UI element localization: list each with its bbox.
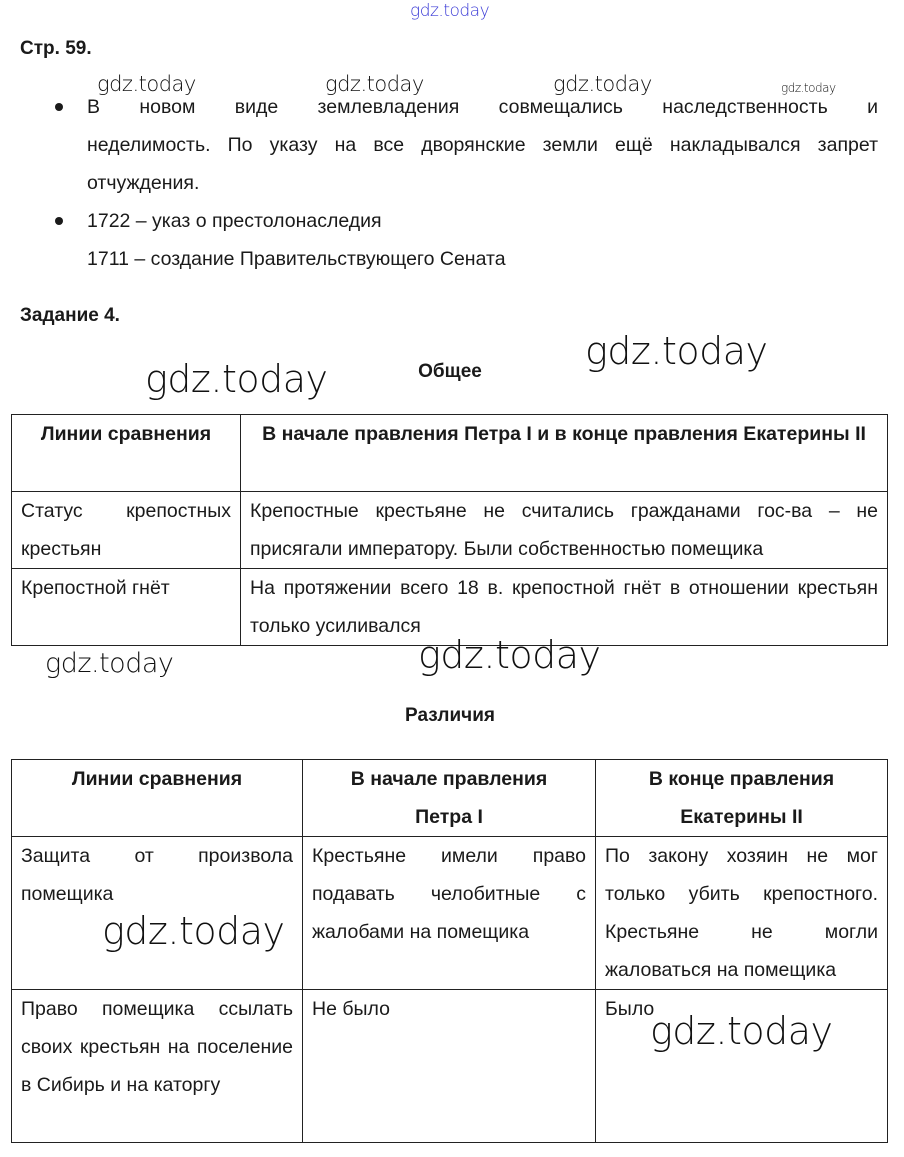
table-cell: Право помещика ссылать своих крестьян на поселение в Сибирь и на каторгу	[12, 990, 303, 1143]
watermark: gdz.today	[97, 72, 196, 96]
table-cell: На протяжении всего 18 в. крепостной гнёт в отношении крестьян только усиливался	[241, 569, 888, 646]
watermark: gdz.today	[781, 81, 836, 95]
table-header-row	[12, 415, 888, 492]
watermark: gdz.today	[102, 909, 285, 953]
table-cell: Не было	[303, 990, 596, 1143]
watermark-top: gdz.today	[410, 1, 490, 21]
header-cell: Линии сравнения	[12, 760, 303, 837]
watermark: gdz.today	[45, 648, 174, 679]
table-common	[11, 414, 888, 646]
bullet-text-line1: 1722 – указ о престолонаследия	[87, 210, 382, 232]
header-cell: В начале правления Петра I	[303, 760, 596, 837]
watermark: gdz.today	[650, 1009, 833, 1053]
page-label: Стр. 59.	[20, 38, 92, 59]
bullet-item	[50, 202, 878, 278]
table-cell: Было	[596, 990, 888, 1143]
watermark: gdz.today	[553, 72, 652, 96]
table-diff-caption: Различия	[405, 705, 495, 726]
bullet-list	[50, 88, 878, 278]
header-cell: Линии сравнения	[12, 415, 241, 492]
table-cell: Крестьяне имели право подавать челобитные с жалобами на помещика	[303, 837, 596, 990]
header-cell: В начале правления Петра I и в конце правления Екатерины II	[241, 415, 888, 492]
bullet-text-rest: неделимость. По указу на все дворянские земли ещё накладывался запрет отчуждения.	[87, 134, 878, 194]
bullet-item	[50, 88, 878, 202]
table-common-caption: Общее	[418, 361, 482, 382]
bullet-dot-icon	[55, 217, 63, 225]
bullet-text-line2: 1711 – создание Правительствующего Сената	[87, 248, 506, 270]
table-cell: Защита от произвола помещика	[12, 837, 303, 990]
watermark: gdz.today	[418, 633, 601, 677]
task-label: Задание 4.	[20, 305, 120, 326]
table-cell: Статус крепостных крестьян	[12, 492, 241, 569]
table-cell: Крепостные крестьяне не считались гражданами гос-ва – не присягали императору. Были собственностью помещика	[241, 492, 888, 569]
watermark: gdz.today	[585, 329, 768, 373]
bullet-text-line1: В новом виде землевладения совмещались наследственность и	[87, 96, 878, 118]
watermark: gdz.today	[145, 357, 328, 401]
table-header-row	[12, 760, 888, 837]
table-cell: Крепостной гнёт	[12, 569, 241, 646]
bullet-dot-icon	[55, 103, 63, 111]
header-cell: В конце правления Екатерины II	[596, 760, 888, 837]
watermark: gdz.today	[325, 72, 424, 96]
table-row	[12, 492, 888, 569]
table-cell: По закону хозяин не мог только убить крепостного. Крестьяне не могли жаловаться на помещика	[596, 837, 888, 990]
